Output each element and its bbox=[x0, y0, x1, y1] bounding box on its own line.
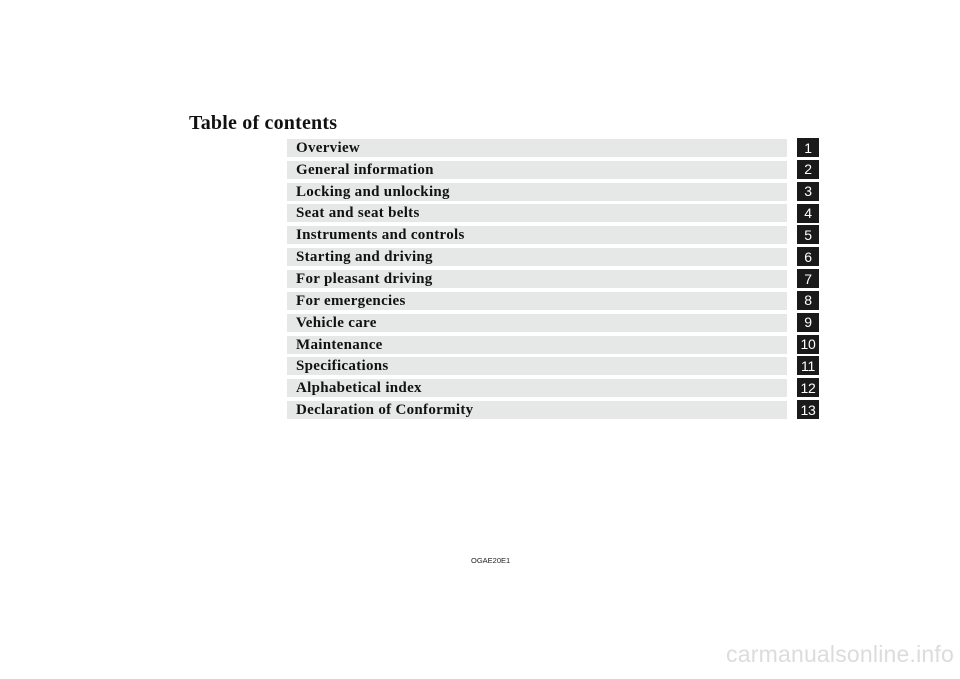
toc-label: For emergencies bbox=[296, 292, 406, 309]
chapter-badge[interactable]: 4 bbox=[797, 204, 819, 223]
chapter-badge[interactable]: 2 bbox=[797, 160, 819, 179]
chapter-badge[interactable]: 9 bbox=[797, 313, 819, 332]
toc-bar[interactable] bbox=[287, 161, 787, 179]
toc-row-vehicle-care[interactable] bbox=[287, 312, 819, 334]
toc-row-declaration-of-conformity[interactable] bbox=[287, 399, 819, 421]
toc-bar[interactable] bbox=[287, 183, 787, 201]
chapter-badge[interactable]: 11 bbox=[797, 356, 819, 375]
watermark: carmanualsonline.info bbox=[726, 641, 954, 667]
toc-row-seat-and-seat-belts[interactable] bbox=[287, 203, 819, 225]
toc-row-general-information[interactable] bbox=[287, 159, 819, 181]
toc-bar[interactable] bbox=[287, 357, 787, 375]
toc-bar[interactable] bbox=[287, 401, 787, 419]
toc-row-specifications[interactable] bbox=[287, 355, 819, 377]
toc-label: Declaration of Conformity bbox=[296, 402, 474, 419]
toc-label: Overview bbox=[296, 139, 361, 156]
toc-label: Alphabetical index bbox=[296, 380, 422, 397]
toc-row-overview[interactable] bbox=[287, 137, 819, 159]
toc-bar[interactable] bbox=[287, 314, 787, 332]
chapter-badge[interactable]: 3 bbox=[797, 182, 819, 201]
page-title: Table of contents bbox=[189, 112, 338, 134]
toc-bar[interactable] bbox=[287, 292, 787, 310]
chapter-badge[interactable]: 8 bbox=[797, 291, 819, 310]
toc-row-alphabetical-index[interactable] bbox=[287, 377, 819, 399]
chapter-badge[interactable]: 1 bbox=[797, 138, 819, 157]
toc-label: Specifications bbox=[296, 358, 389, 375]
chapter-badge[interactable]: 13 bbox=[797, 400, 819, 419]
toc-label: General information bbox=[296, 161, 434, 178]
toc-bar[interactable] bbox=[287, 226, 787, 244]
toc-bar[interactable] bbox=[287, 379, 787, 397]
toc-bar[interactable] bbox=[287, 204, 787, 222]
toc-row-for-emergencies[interactable] bbox=[287, 290, 819, 312]
toc-bar[interactable] bbox=[287, 336, 787, 354]
toc-label: Locking and unlocking bbox=[296, 183, 450, 200]
toc-label: For pleasant driving bbox=[296, 270, 433, 287]
toc-label: Seat and seat belts bbox=[296, 205, 420, 222]
toc-label: Instruments and controls bbox=[296, 227, 465, 244]
toc-label: Vehicle care bbox=[296, 314, 377, 331]
chapter-badge[interactable]: 6 bbox=[797, 247, 819, 266]
chapter-badge[interactable]: 7 bbox=[797, 269, 819, 288]
toc-row-instruments-and-controls[interactable] bbox=[287, 224, 819, 246]
chapter-badge[interactable]: 12 bbox=[797, 378, 819, 397]
toc-bar[interactable] bbox=[287, 270, 787, 288]
toc-label: Maintenance bbox=[296, 336, 383, 353]
chapter-badge[interactable]: 10 bbox=[797, 335, 819, 354]
toc-row-maintenance[interactable] bbox=[287, 334, 819, 356]
toc-bar[interactable] bbox=[287, 248, 787, 266]
toc-row-starting-and-driving[interactable] bbox=[287, 246, 819, 268]
toc-label: Starting and driving bbox=[296, 249, 433, 266]
document-code: OGAE20E1 bbox=[471, 556, 511, 565]
toc-row-for-pleasant-driving[interactable] bbox=[287, 268, 819, 290]
toc-row-locking-and-unlocking[interactable] bbox=[287, 181, 819, 203]
chapter-badge[interactable]: 5 bbox=[797, 225, 819, 244]
toc-bar[interactable] bbox=[287, 139, 787, 157]
toc-list bbox=[287, 137, 819, 421]
